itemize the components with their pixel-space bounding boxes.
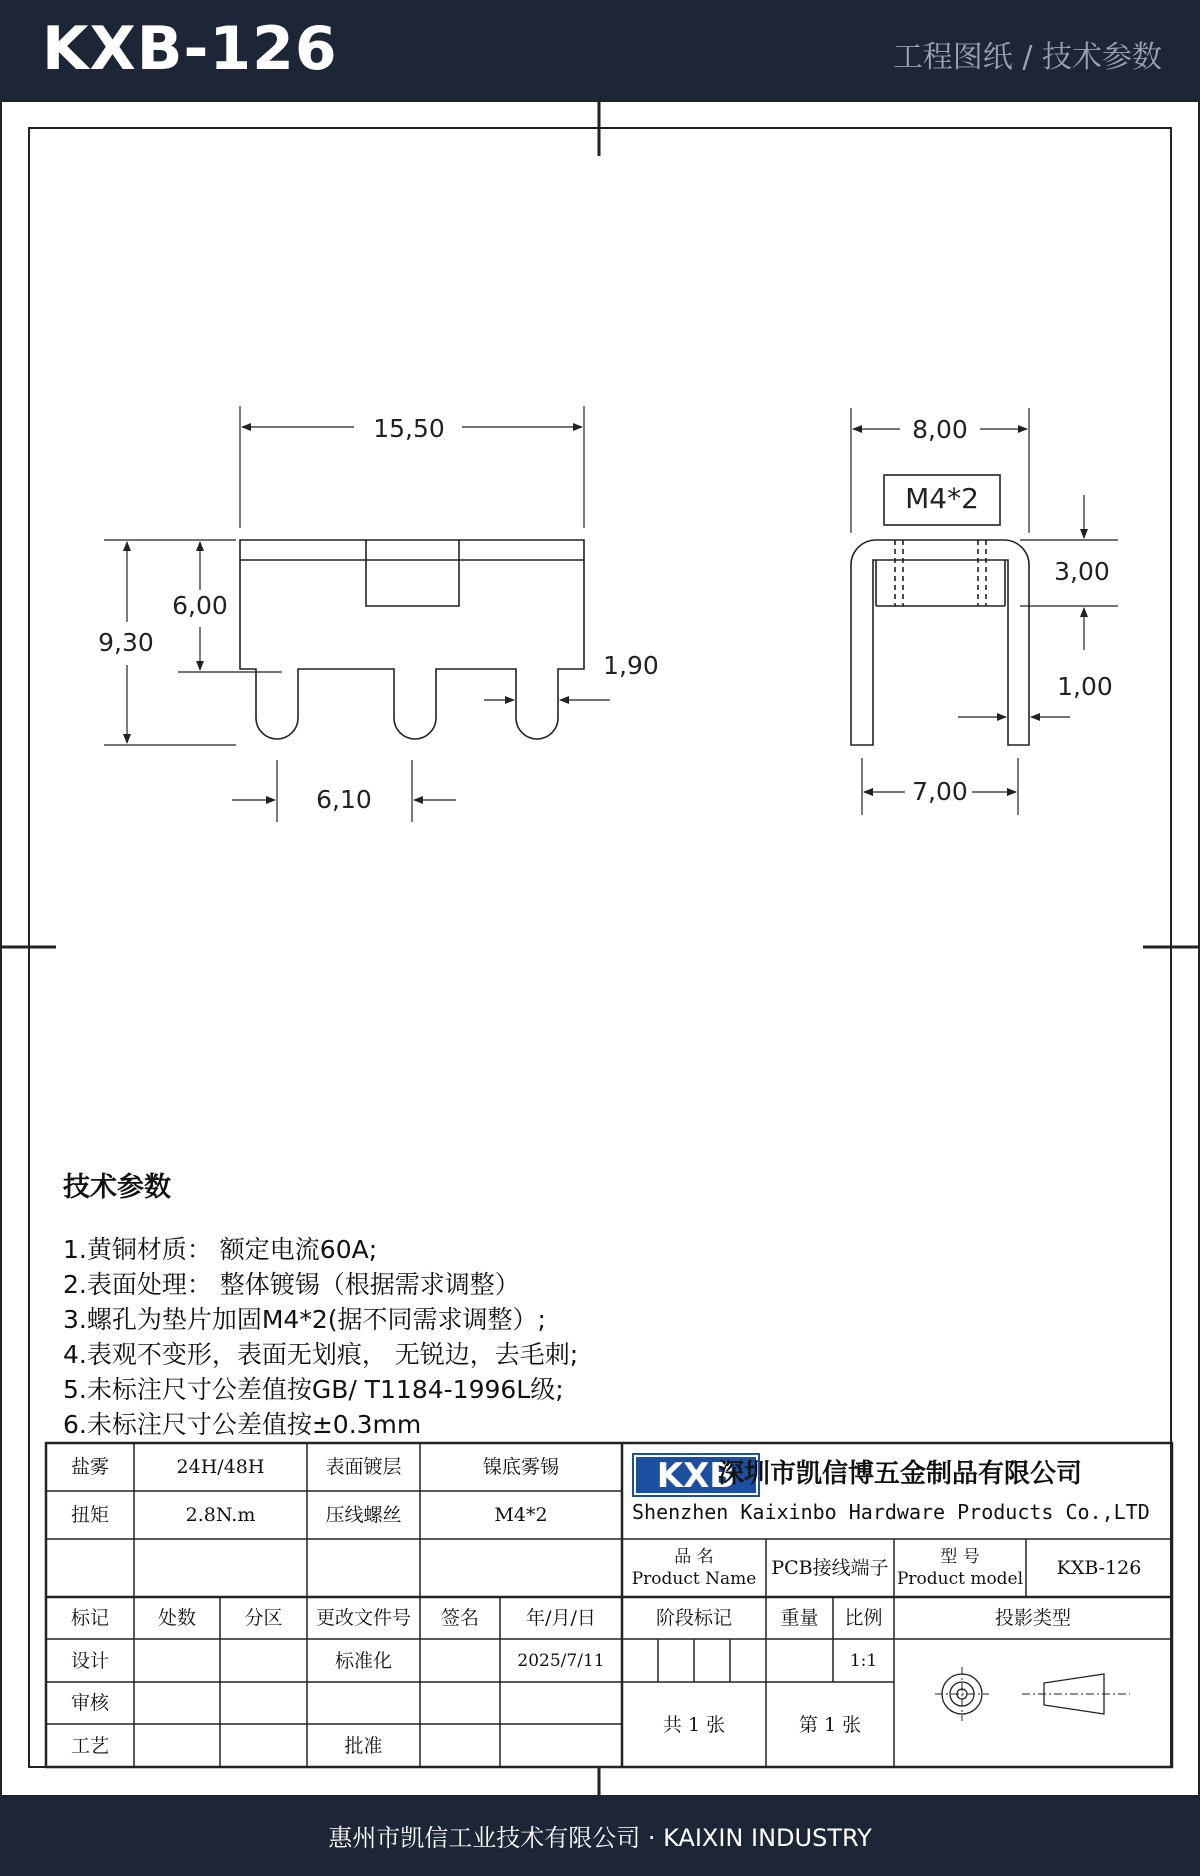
- torque-value: 2.8N.m: [185, 1504, 256, 1526]
- review-label: 审核: [70, 1692, 109, 1714]
- tech-params: [63, 1165, 578, 1442]
- dim-height: 9,30: [98, 628, 154, 657]
- scale-label: 比例: [844, 1607, 883, 1629]
- date-value: 2025/7/11: [517, 1650, 605, 1671]
- screw-label: M4*2: [905, 482, 979, 515]
- projection-label: 投影类型: [994, 1607, 1071, 1629]
- salt-label: 盐雾: [70, 1456, 109, 1478]
- sheet-number: 第 1 张: [798, 1713, 862, 1736]
- model-title: KXB-126: [42, 14, 338, 84]
- process-label: 工艺: [70, 1734, 109, 1757]
- dim-pitch: 6,10: [316, 785, 372, 814]
- product-name-label: [622, 1539, 766, 1597]
- side-view-dimensions: [851, 408, 1118, 815]
- side-view: [851, 475, 1029, 745]
- screw-label-cell: 压线螺丝: [325, 1504, 402, 1526]
- tech-heading: 技术参数: [63, 1172, 171, 1203]
- tech-line: 6.未标注尺寸公差值按±0.3mm: [63, 1410, 422, 1439]
- screw-value: M4*2: [494, 1504, 548, 1526]
- weight-label: 重量: [780, 1607, 819, 1629]
- tech-line: 1.黄铜材质： 额定电流60A;: [63, 1235, 378, 1264]
- header-count: 处数: [157, 1607, 196, 1629]
- product-name-value: PCB接线端子: [771, 1557, 889, 1579]
- company-name-en: Shenzhen Kaixinbo Hardware Products Co.,LTD: [632, 1500, 1150, 1524]
- product-name-cn: 品 名: [674, 1547, 714, 1567]
- product-model-value: KXB-126: [1056, 1557, 1142, 1579]
- tech-line: 5.未标注尺寸公差值按GB/ T1184-1996L级;: [63, 1375, 564, 1404]
- tech-line: 3.螺孔为垫片加固M4*2(据不同需求调整）;: [63, 1305, 546, 1334]
- header-subtitle: 工程图纸 / 技术参数: [892, 40, 1162, 75]
- header-signature: 签名: [440, 1607, 479, 1629]
- footer-bar: [0, 1796, 1200, 1876]
- product-model-label: [894, 1539, 1026, 1597]
- dim-bottom-width: 7,00: [912, 777, 968, 806]
- tech-line: 2.表面处理： 整体镀锡（根据需求调整）: [63, 1270, 520, 1299]
- plating-value: 镍底雾锡: [482, 1456, 559, 1478]
- dim-thickness: 1,00: [1057, 672, 1113, 701]
- dim-width: 15,50: [373, 414, 445, 443]
- product-model-cn: 型 号: [940, 1547, 980, 1567]
- dim-slot: 1,90: [603, 651, 659, 680]
- tech-line: 4.表观不变形，表面无划痕， 无锐边，去毛刺;: [63, 1340, 579, 1369]
- header-change-doc: 更改文件号: [315, 1607, 411, 1629]
- standard-label: 标准化: [334, 1649, 392, 1672]
- header-mark: 标记: [70, 1607, 109, 1629]
- design-label: 设计: [70, 1649, 109, 1672]
- dim-depth: 3,00: [1054, 557, 1110, 586]
- approve-label: 批准: [344, 1734, 383, 1757]
- product-name-en: Product Name: [631, 1569, 757, 1589]
- logo-text: KXB: [656, 1456, 736, 1496]
- sheets-total: 共 1 张: [662, 1713, 726, 1736]
- plating-label: 表面镀层: [325, 1456, 402, 1478]
- product-model-en: Product model: [896, 1569, 1024, 1589]
- torque-label: 扭矩: [70, 1504, 109, 1526]
- dim-body-height: 6,00: [172, 591, 228, 620]
- header-date: 年/月/日: [526, 1607, 596, 1629]
- stage-label: 阶段标记: [655, 1607, 732, 1629]
- footer-text: 惠州市凯信工业技术有限公司 · KAIXIN INDUSTRY: [328, 1824, 872, 1852]
- scale-value: 1:1: [849, 1650, 878, 1671]
- front-view: [240, 540, 584, 739]
- dim-top-width: 8,00: [912, 415, 968, 444]
- salt-value: 24H/48H: [176, 1456, 265, 1478]
- company-name-cn: 深圳市凯信博五金制品有限公司: [718, 1459, 1083, 1489]
- header-zone: 分区: [244, 1607, 283, 1629]
